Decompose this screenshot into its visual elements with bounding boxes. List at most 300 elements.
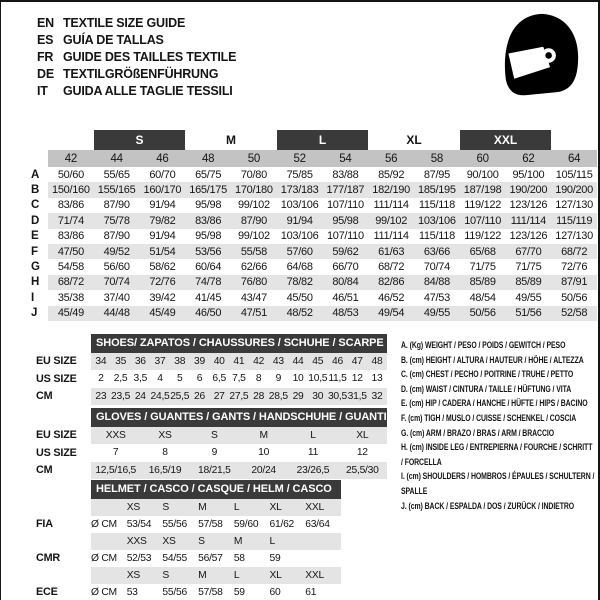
measurement-legend [401,339,595,514]
value-cell: 123/126 [509,199,548,212]
value-cell: 51/56 [506,306,552,321]
row-label: FIA [36,518,53,530]
corner-cell [31,150,48,167]
row-label: US SIZE [36,446,77,459]
value-cell: XXL [305,567,341,584]
value-cell: 52/53 [126,552,152,564]
value-cell: XXS [91,427,140,445]
size-number-cell: 56 [368,150,414,167]
value-cell: 190/200 [506,182,552,197]
spacer-cell [36,334,91,353]
value-cell: 24 [130,388,150,406]
value-cell: 48/52 [277,306,323,321]
textile-size-table [31,130,597,321]
value-cell: 49/54 [368,306,414,321]
size-group-xxl: XXL [460,130,552,150]
value-cell: 52/58 [551,306,597,321]
value-cell: 48/53 [323,306,369,321]
value-cell: 64/68 [286,261,313,274]
value-cell: 95/100 [512,168,545,181]
value-cell: 7,5 [232,373,246,385]
value-cell: 58/62 [149,261,176,274]
value-cell: 10 [258,447,270,459]
value-cell: 50/60 [57,168,84,181]
value-cell: 55/56 [162,518,187,530]
legend-item-h: H. (cm) INSIDE LEG / ENTREPIERNA / FOURCHE / SCHRITT / FORCELLA [401,442,593,468]
value-cell: 56/57 [198,552,223,564]
value-cell: 12 [356,447,368,459]
unit-cell [91,533,127,550]
value-cell: 2 [98,373,104,385]
shoes-table-row [36,388,387,406]
value-cell: 44/48 [94,306,140,321]
shoes-table-row [36,353,387,371]
cert-row-fia [36,516,341,533]
value-cell: 59/62 [323,244,369,259]
value-cell: 41 [229,353,249,371]
measure-row-e [31,229,597,244]
value-cell: 6,5 [212,373,226,385]
value-cell: 59 [233,586,245,598]
value-cell: 182/190 [368,182,414,197]
cert-row-cmr [36,550,341,567]
size-number-cell: 42 [48,150,94,167]
value-cell: 57/58 [198,586,223,598]
size-group-row [31,130,597,150]
value-cell: 115/118 [418,199,455,212]
measure-row-i [31,290,597,305]
value-cell: 23 [91,388,111,406]
gloves-table-row [36,462,387,480]
size-number-cell: 52 [277,150,323,167]
value-cell: 99/102 [368,213,414,228]
helmet-sizes-row [36,567,341,584]
legend-item-f: F. (cm) TIGH / MUSLO / CUISSE / SCHENKEL / COSCIA [401,412,577,424]
value-cell: 46 [328,353,348,371]
value-cell: M [234,533,270,550]
gloves-table-wrap [36,408,387,479]
value-cell: 10 [292,373,304,385]
value-cell: 75/78 [94,213,140,228]
value-cell: 107/110 [326,199,364,212]
value-cell: 3,5 [133,373,148,385]
helmet-table-wrap [36,480,341,600]
row-label: EU SIZE [36,355,77,368]
legend-item-j: J. (cm) BACK / ESPALDA / DOS / ZURÜCK / INDIETRO [401,500,575,512]
row-label: CM [36,464,53,477]
value-cell: 55/56 [162,586,187,598]
value-cell: 63/66 [414,244,460,259]
value-cell: 32 [367,388,387,406]
value-cell: 65/75 [195,168,222,181]
value-cell: 41/45 [195,291,222,304]
value-cell: 95/98 [195,230,222,243]
value-cell: 51/54 [140,244,186,259]
measure-row-label: D [31,214,40,227]
size-group-l: L [277,130,369,150]
measure-row-label: F [31,245,39,258]
row-label: CMR [36,552,60,564]
value-cell: 123/126 [509,230,548,243]
value-cell: 165/175 [185,182,231,197]
value-cell: 59 [269,552,281,564]
size-number-cell: 50 [231,150,277,167]
value-cell: 70/74 [423,261,450,274]
value-cell: 54/55 [162,552,187,564]
size-number-cell: 60 [460,150,506,167]
measure-row-d [31,213,597,228]
value-cell: 46/51 [332,291,359,304]
value-cell: 24,5 [150,388,170,406]
value-cell: 28 [249,388,269,406]
value-cell: 61/62 [269,518,295,530]
value-cell: 79/82 [140,213,186,228]
value-cell: 87/95 [423,168,450,181]
value-cell: 54/58 [57,261,84,274]
guide-title: TEXTILGRÖßENFÜHRUNG [63,67,219,81]
value-cell: 38 [170,353,190,371]
value-cell: 20/24 [239,462,288,480]
unit-cell: Ø CM [91,586,117,598]
value-cell: 49/52 [94,244,140,259]
value-cell: 95/98 [195,199,222,212]
value-cell: 115/119 [551,213,597,228]
value-cell: 85/89 [506,275,552,290]
value-cell: 4 [157,373,163,385]
value-cell: 45/49 [48,306,94,321]
value-cell: 47/51 [231,306,277,321]
value-cell [305,550,341,567]
legend-item-c: C. (cm) CHEST / PECHO / POITRINE / TRUHE / PETTO [401,369,574,381]
gloves-table-row [36,444,387,462]
value-cell: 71/74 [48,213,94,228]
value-cell: 95/98 [323,213,369,228]
value-cell: 68/72 [551,244,597,259]
value-cell: 173/183 [277,182,323,197]
value-cell: 187/198 [460,182,506,197]
value-cell: 11,5 [328,373,347,385]
value-cell: 71/75 [515,261,542,274]
value-cell: 160/170 [140,182,186,197]
size-numbers-row [31,150,597,167]
value-cell: 85/89 [460,275,506,290]
value-cell: 44 [288,353,308,371]
value-cell: 155/165 [94,182,140,197]
row-label: US SIZE [36,372,77,385]
size-number-cell: 54 [323,150,369,167]
shoes-table-wrap [36,334,387,405]
value-cell: 80/84 [323,275,369,290]
value-cell: 7 [112,447,119,459]
legend-item-g: G. (cm) ARM / BRAZO / BRAS / ARM / BRACCIO [401,427,555,439]
unit-cell [91,499,127,516]
value-cell: 111/114 [506,213,552,228]
value-cell: 66/70 [332,261,359,274]
value-cell: 45 [308,353,328,371]
row-label: EU SIZE [36,429,77,442]
value-cell: 61/63 [368,244,414,259]
spacer-cell [36,480,91,499]
size-group-m: M [226,133,236,147]
helmet-icon [488,8,585,101]
value-cell: 60 [269,586,281,598]
cert-row-ece [36,584,341,600]
value-cell: XS [162,533,198,550]
value-cell: M [198,567,234,584]
measure-row-label: G [31,261,40,274]
value-cell: 65/68 [460,244,506,259]
value-cell: 60/64 [195,261,222,274]
value-cell: 72/76 [561,261,588,274]
value-cell: 53 [126,586,138,598]
value-cell: 12,5/16,5 [91,462,140,480]
size-number-cell: 64 [551,150,597,167]
row-label: ECE [36,586,58,598]
value-cell: 83/86 [57,199,84,212]
value-cell: 25,5 [170,388,190,406]
value-cell: 46/50 [185,306,231,321]
value-cell: 47/53 [423,291,450,304]
size-number-cell: 58 [414,150,460,167]
value-cell: 55/65 [103,168,130,181]
value-cell: 99/102 [237,230,270,243]
value-cell: 34 [91,353,111,371]
value-cell: L [270,533,306,550]
row-label [36,533,91,550]
size-group-xl: XL [406,133,422,147]
value-cell: 11 [307,447,319,459]
legend-item-a: A. (Kg) WEIGHT / PESO / POIDS / GEWITCH / PESO [401,340,566,351]
value-cell: 18/21,5 [190,462,239,480]
value-cell: 5 [176,373,183,385]
value-cell: 35 [111,353,131,371]
value-cell: 58 [233,552,245,564]
gloves-table-row [36,427,387,445]
gloves-table [36,408,387,479]
header-row [36,408,387,427]
value-cell: XL [338,427,387,445]
spacer-cell [36,408,91,427]
value-cell: 40 [209,353,229,371]
legend-item-d: D. (cm) WAIST / CINTURA / TAILLE / HÜFTUNG / VITA [401,383,572,395]
value-cell: 28,5 [268,388,288,406]
value-cell: 27,5 [229,388,249,406]
value-cell: 25,5/30 [338,462,387,480]
language-row-es [37,32,236,49]
value-cell: S [198,533,234,550]
unit-cell: Ø CM [91,552,117,564]
value-cell: 107/110 [460,213,506,228]
value-cell: XL [270,567,306,584]
value-cell: 82/86 [368,275,414,290]
legend-item-i: I. (cm) SHOULDERS / HOMBROS / ÉPAULES / SCHULTERN / SPALLE [401,471,595,497]
value-cell: 43 [268,353,288,371]
value-cell: 70/74 [94,275,140,290]
value-cell: 6 [196,373,203,385]
value-cell: 185/195 [414,182,460,197]
value-cell: 23/26,5 [288,462,337,480]
value-cell: 91/94 [277,213,323,228]
measure-row-label: I [31,291,35,304]
helmet-sizes-row [36,499,341,516]
header-row [36,334,387,353]
language-code: FR [37,50,54,64]
shoes-table-row [36,370,387,388]
value-cell: 63/64 [305,518,330,530]
value-cell: 39/42 [149,291,176,304]
language-code: IT [37,84,48,98]
value-cell: 55/58 [231,244,277,259]
value-cell: 78/82 [277,275,323,290]
value-cell: 74/78 [185,275,231,290]
value-cell: 61 [305,586,317,598]
value-cell: XS [127,567,163,584]
value-cell: 83/86 [185,213,231,228]
value-cell: 67/70 [506,244,552,259]
value-cell: 87/90 [103,199,130,212]
value-cell: XXL [305,499,341,516]
value-cell: 49/55 [515,291,542,304]
size-group-s: S [94,130,186,150]
value-cell: 9 [211,447,218,459]
value-cell: 39 [190,353,210,371]
value-cell: 31,5 [347,388,367,406]
helmet-table [36,480,341,600]
value-cell: L [234,499,270,516]
helmet-table-title: HELMET / CASCO / CASQUE / HELM / CASCO [91,480,341,499]
gloves-table-title: GLOVES / GUANTES / GANTS / HANDSCHUHE / GUANTI [91,408,387,427]
value-cell: 48 [367,353,387,371]
value-cell: 111/114 [373,230,409,243]
value-cell: 23,5 [111,388,131,406]
value-cell: 91/94 [149,230,176,243]
value-cell: 103/106 [414,213,460,228]
measure-row-c [31,198,597,213]
size-group-spacer [31,130,94,150]
value-cell: 12 [351,373,363,385]
value-cell: 119/122 [464,230,502,243]
value-cell: 37 [150,353,170,371]
language-row-de [37,66,236,83]
measure-row-j [31,306,597,321]
legend-item-e: E. (cm) HIP / CADERA / HANCHE / HÜFTE / HIPS / BACINO [401,398,588,410]
guide-title: GUIDE DES TAILLES TEXTILE [63,50,237,64]
value-cell: 90/100 [466,168,499,181]
value-cell: 83/88 [332,168,359,181]
value-cell: 2,5 [113,373,128,385]
measure-row-label: E [31,230,39,243]
value-cell: 60/70 [149,168,176,181]
value-cell: 56/60 [103,261,130,274]
size-group-spacer [551,130,597,150]
language-code: EN [37,16,54,30]
value-cell: 53/54 [126,518,152,530]
value-cell: M [198,499,234,516]
value-cell: 47 [347,353,367,371]
value-cell: 70/80 [240,168,267,181]
value-cell: 48/54 [469,291,496,304]
language-row-en [37,15,236,32]
value-cell: 9 [275,373,282,385]
value-cell: S [162,567,198,584]
value-cell: 29 [288,388,308,406]
language-title-block [37,15,236,100]
value-cell: 43/47 [240,291,267,304]
textile-size-table-wrap [31,130,597,321]
value-cell: 83/86 [57,230,84,243]
value-cell: 8 [162,447,168,459]
value-cell: 99/102 [237,199,270,212]
measure-row-label: B [31,184,40,197]
value-cell: 103/106 [280,230,319,243]
value-cell: 91/94 [149,199,176,212]
value-cell: 190/200 [551,182,597,197]
value-cell: L [288,427,337,445]
language-code: ES [37,33,54,47]
language-code: DE [37,67,54,81]
value-cell: 84/88 [414,275,460,290]
measure-row-label: C [31,199,40,212]
value-cell: 75/85 [286,168,313,181]
value-cell: 50/56 [561,291,588,304]
measure-row-b [31,182,597,197]
value-cell: XL [270,499,306,516]
value-cell: 111/114 [373,199,409,212]
value-cell: 127/130 [555,230,593,243]
value-cell: S [162,499,198,516]
header-row [36,480,341,499]
value-cell: 105/115 [555,168,593,181]
value-cell: 107/110 [326,230,364,243]
language-row-fr [37,49,236,66]
value-cell: 46/52 [378,291,405,304]
shoes-table-title: SHOES/ ZAPATOS / CHAUSSURES / SCHUHE / SCARPE [91,334,387,353]
value-cell: XS [140,427,189,445]
value-cell: 57/58 [198,518,223,530]
guide-title: TEXTILE SIZE GUIDE [63,16,186,30]
value-cell: 71/75 [469,261,496,274]
measure-row-h [31,275,597,290]
value-cell [305,533,341,550]
value-cell: 27 [209,388,229,406]
legend-item-b: B. (cm) HEIGHT / ALTURA / HAUTEUR / HÖHE / ALTEZZA [401,354,584,366]
value-cell: 45/49 [140,306,186,321]
shoes-table [36,334,387,405]
value-cell: 8 [255,373,262,385]
measure-row-g [31,259,597,274]
unit-cell: Ø CM [91,518,117,530]
value-cell: 10,5 [308,373,328,385]
value-cell: 87/90 [103,230,130,243]
value-cell: 85/92 [378,168,405,181]
size-number-cell: 46 [140,150,186,167]
value-cell: 68/72 [378,261,405,274]
value-cell: 13 [371,373,383,385]
value-cell: 62/66 [240,261,267,274]
value-cell: 59/60 [233,518,259,530]
value-cell: 68/72 [48,275,94,290]
measure-row-f [31,244,597,259]
value-cell: 115/118 [418,230,455,243]
measure-row-label: H [31,276,40,289]
value-cell: 57/60 [277,244,323,259]
value-cell: S [190,427,239,445]
size-number-cell: 44 [94,150,140,167]
size-number-cell: 62 [506,150,552,167]
value-cell: 16,5/19 [140,462,189,480]
value-cell: 103/106 [280,199,319,212]
value-cell: 53/56 [185,244,231,259]
